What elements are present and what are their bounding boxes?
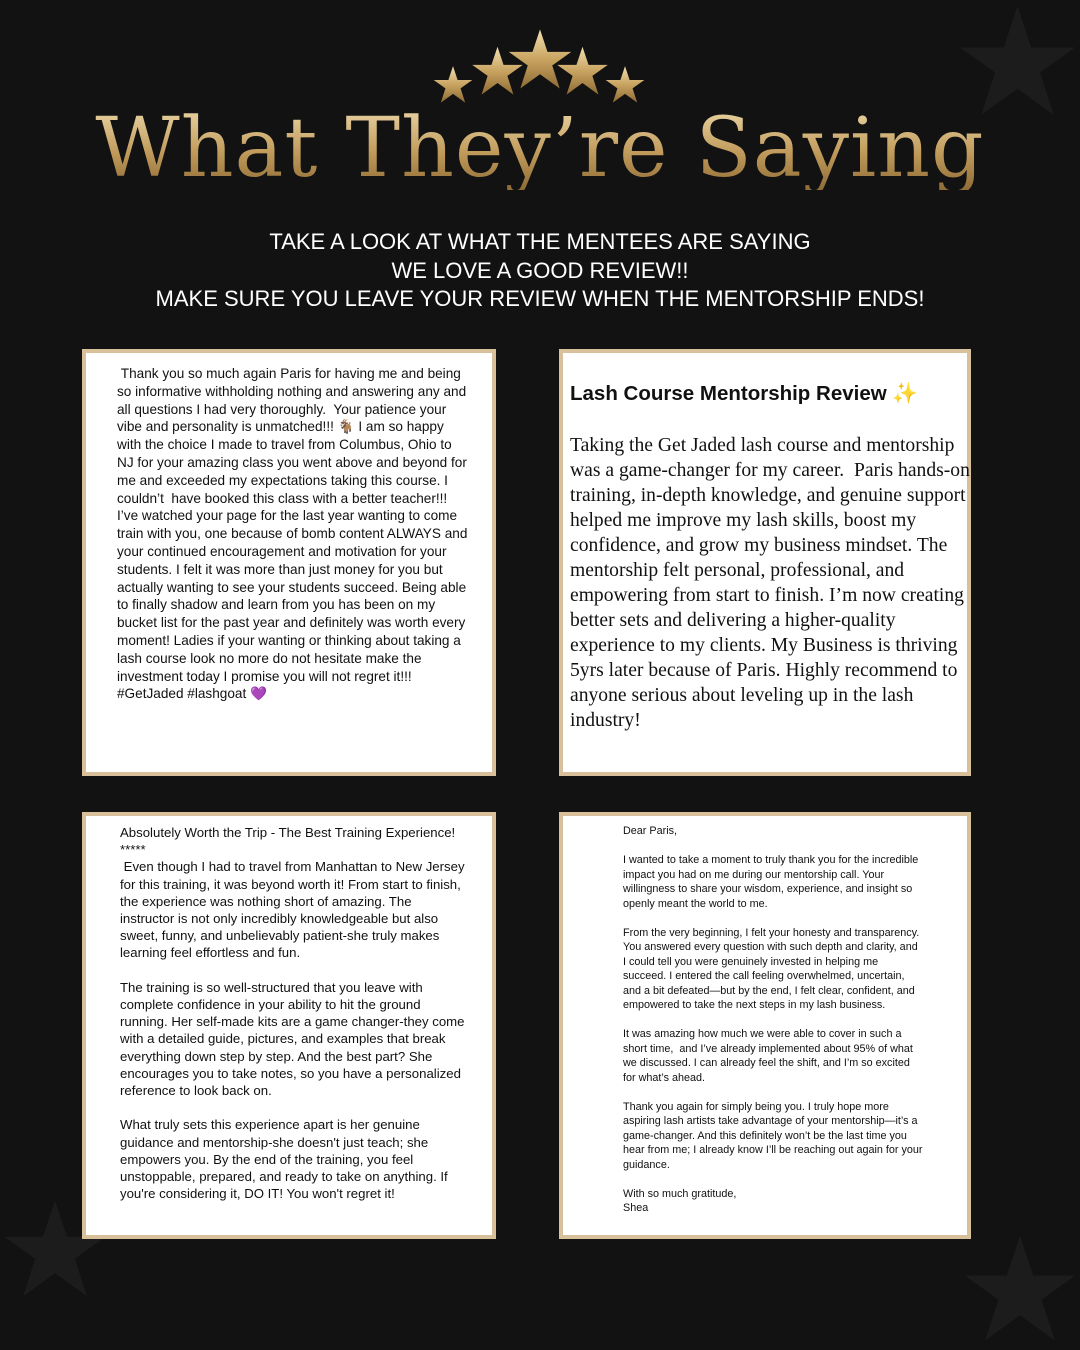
review-card	[559, 349, 975, 776]
subtitle	[0, 228, 1080, 314]
review-text: Taking the Get Jaded lash course and mentorship was a game-changer for my career. Paris hands-on training, in-depth knowledge, and genuine support helped me improve my lash skills, boost my confidence, and grow my business mindset. The mentorship felt personal, professional, and empowering from start to finish. I’m now creating better sets and delivering a higher-quality experience to my clients. My Business is thriving 5yrs later because of Paris. Highly recommend to anyone serious about leveling up in the lash industry!	[570, 435, 975, 731]
review-text: Absolutely Worth the Trip - The Best Training Experience! ***** Even though I had to travel from Manhattan to New Jersey for this training, it was beyond worth it! From start to finish, the experience was nothing short of amazing. The instructor is not only incredibly knowledgeable but also sweet, funny, and unbelievably patient-she truly makes learning feel effortless and fun. The training is so well-structured that you leave with complete confidence in your ability to hit the ground running. Her self-made kits are a game changer-they come with a detailed guide, pictures, and examples that break everything down step by step. And the best part? She encourages you to take notes, so you have a personalized reference to look back on. What truly sets this experience apart is her genuine guidance and mentorship-she doesn't just teach; she empowers you. By the end of the training, you feel unstoppable, prepared, and ready to take on anything. If you're considering it, DO IT! You won't regret it!	[120, 825, 465, 1202]
review-card	[82, 349, 496, 776]
subtitle-line: MAKE SURE YOU LEAVE YOUR REVIEW WHEN THE MENTORSHIP ENDS!	[155, 286, 925, 311]
review-card	[82, 812, 496, 1239]
page-title: What They’re Saying	[0, 108, 1080, 190]
background-star-decoration	[960, 1230, 1080, 1350]
review-heading: Lash Course Mentorship Review ✨	[570, 382, 918, 405]
review-text: Thank you so much again Paris for having me and being so informative withholding nothing and answering any and all questions I had very thoroughly. Your patience your vibe and personality is unmatched!!! 🐐 I am so happy with the choice I made to travel from Columbus, Ohio to NJ for your amazing class you went above and beyond for me and exceeded my expectations taking this course. I couldn’t have booked this class with a better teacher!!! I’ve watched your page for the last year wanting to come train with you, one because of bomb content ALWAYS and your continued encouragement and motivation for your students. I felt it was more than just money for you but actually wanting to see your students succeed. Being able to finally shadow and learn from you has been on my bucket list for the past year and definitely was worth every moment! Ladies if your wanting or thinking about taking a lash course look no more do not hesitate make the investment today I promise you will not regret it!!! #GetJaded #lashgoat 💜	[117, 366, 472, 702]
review-card	[559, 812, 971, 1239]
review-letter-text: Dear Paris, I wanted to take a moment to truly thank you for the incredible impact you had on me during our mentorship call. Your willingness to share your wisdom, experience, and insight so openly meant the world to me. From the very beginning, I felt your honesty and transparency. You answered every question with such depth and clarity, and I could tell you were genuinely invested in helping me succeed. I entered the call feeling overwhelmed, uncertain, and a bit defeated—but by the end, I felt clear, confident, and empowered to take the next steps in my lash business. It was amazing how much we were able to cover in such a short time, and I’ve already implemented about 95% of what we discussed. I can already feel the shift, and I’m so excited for what’s ahead. Thank you again for simply being you. I truly hope more aspiring lash artists take advantage of your mentorship—it’s a game-changer. And this definitely won’t be the last time you hear from me; I already know I’ll be reaching out again for your guidance. With so much gratitude, Shea	[623, 825, 923, 1214]
subtitle-line: TAKE A LOOK AT WHAT THE MENTEES ARE SAYING	[269, 229, 811, 254]
subtitle-line: WE LOVE A GOOD REVIEW!!	[391, 257, 689, 283]
